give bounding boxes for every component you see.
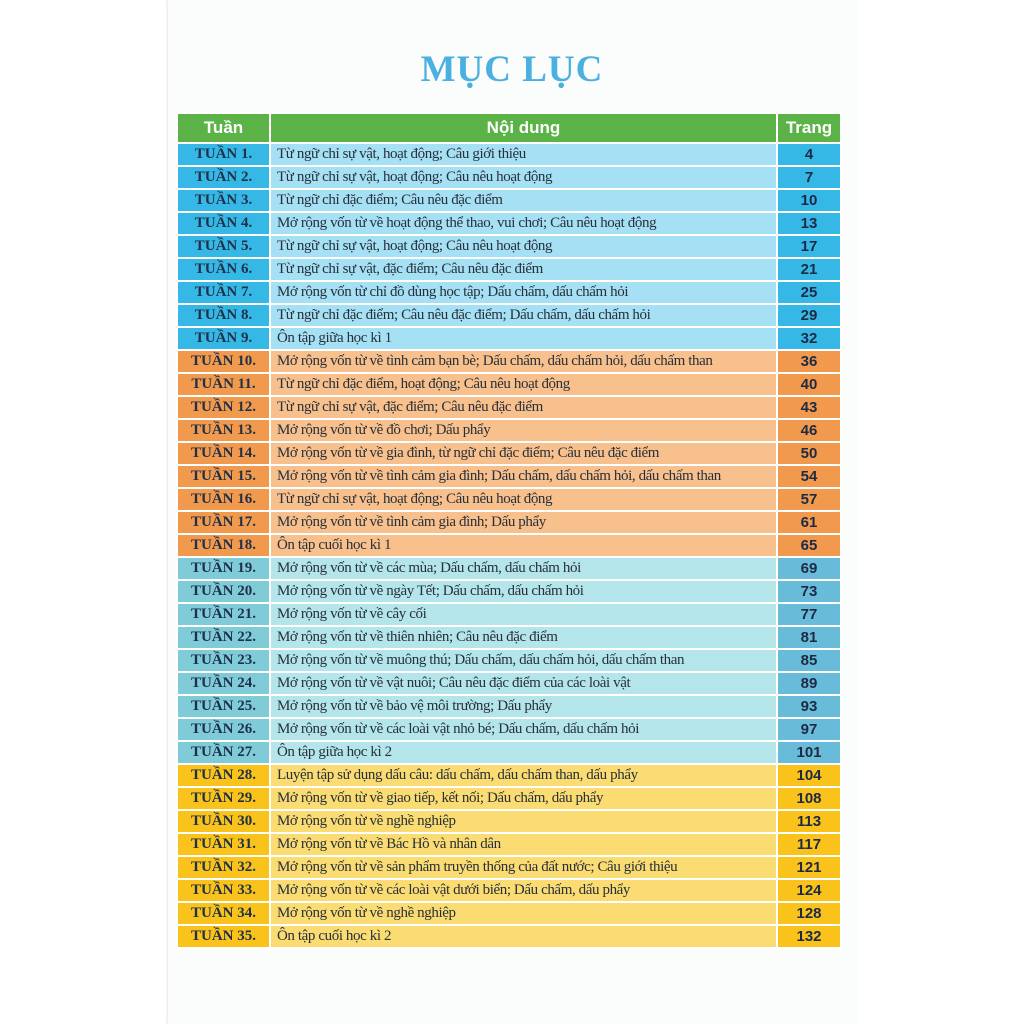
week-cell: TUẦN 8. (177, 304, 270, 327)
table-row (177, 695, 841, 718)
page-title: MỤC LỤC (420, 49, 604, 90)
content-cell: Mở rộng vốn từ về sản phẩm truyền thống của đất nước; Câu giới thiệu (270, 856, 777, 879)
page-number-cell: 43 (777, 396, 841, 419)
page-number-cell: 50 (777, 442, 841, 465)
week-cell: TUẦN 28. (177, 764, 270, 787)
table-row (177, 442, 841, 465)
table-row (177, 810, 841, 833)
table-row (177, 235, 841, 258)
page-number-cell: 61 (777, 511, 841, 534)
week-cell: TUẦN 4. (177, 212, 270, 235)
page-number-cell: 124 (777, 879, 841, 902)
content-cell: Từ ngữ chỉ sự vật, hoạt động; Câu nêu hoạt động (270, 235, 777, 258)
content-cell: Mở rộng vốn từ về đồ chơi; Dấu phẩy (270, 419, 777, 442)
table-row (177, 557, 841, 580)
table-row (177, 534, 841, 557)
page-number-cell: 85 (777, 649, 841, 672)
table-body (177, 143, 841, 948)
content-cell: Ôn tập cuối học kì 1 (270, 534, 777, 557)
page-number-cell: 36 (777, 350, 841, 373)
table-row (177, 419, 841, 442)
content-cell: Mở rộng vốn từ về các loài vật nhỏ bé; Dấu chấm, dấu chấm hỏi (270, 718, 777, 741)
page-number-cell: 113 (777, 810, 841, 833)
page-number-cell: 21 (777, 258, 841, 281)
content-cell: Từ ngữ chỉ sự vật, hoạt động; Câu nêu hoạt động (270, 166, 777, 189)
page-number-cell: 132 (777, 925, 841, 948)
table-row (177, 856, 841, 879)
week-cell: TUẦN 12. (177, 396, 270, 419)
content-cell: Mở rộng vốn từ về ngày Tết; Dấu chấm, dấu chấm hỏi (270, 580, 777, 603)
week-cell: TUẦN 24. (177, 672, 270, 695)
table-row (177, 925, 841, 948)
week-cell: TUẦN 9. (177, 327, 270, 350)
page-number-cell: 104 (777, 764, 841, 787)
table-row (177, 672, 841, 695)
table-row (177, 373, 841, 396)
page-number-cell: 54 (777, 465, 841, 488)
page-number-cell: 32 (777, 327, 841, 350)
table-header-row (177, 113, 841, 143)
table-row (177, 787, 841, 810)
content-cell: Từ ngữ chỉ sự vật, hoạt động; Câu giới thiệu (270, 143, 777, 166)
content-cell: Từ ngữ chỉ sự vật, hoạt động; Câu nêu hoạt động (270, 488, 777, 511)
content-cell: Ôn tập giữa học kì 1 (270, 327, 777, 350)
page-number-cell: 81 (777, 626, 841, 649)
page-number-cell: 101 (777, 741, 841, 764)
page-number-cell: 69 (777, 557, 841, 580)
page-number-cell: 17 (777, 235, 841, 258)
page-number-cell: 46 (777, 419, 841, 442)
week-cell: TUẦN 2. (177, 166, 270, 189)
page-number-cell: 57 (777, 488, 841, 511)
week-cell: TUẦN 15. (177, 465, 270, 488)
content-cell: Mở rộng vốn từ về tình cảm gia đình; Dấu chấm, dấu chấm hỏi, dấu chấm than (270, 465, 777, 488)
table-row (177, 649, 841, 672)
table-row (177, 212, 841, 235)
content-cell: Mở rộng vốn từ về bảo vệ môi trường; Dấu phẩy (270, 695, 777, 718)
page-number-cell: 73 (777, 580, 841, 603)
page-number-cell: 117 (777, 833, 841, 856)
content-cell: Mở rộng vốn từ về muông thú; Dấu chấm, dấu chấm hỏi, dấu chấm than (270, 649, 777, 672)
table-row (177, 488, 841, 511)
content-cell: Từ ngữ chỉ sự vật, đặc điểm; Câu nêu đặc điểm (270, 396, 777, 419)
page-number-cell: 4 (777, 143, 841, 166)
content-cell: Mở rộng vốn từ về các mùa; Dấu chấm, dấu chấm hỏi (270, 557, 777, 580)
page-number-cell: 89 (777, 672, 841, 695)
week-cell: TUẦN 3. (177, 189, 270, 212)
table-row (177, 304, 841, 327)
content-cell: Mở rộng vốn từ về các loài vật dưới biển; Dấu chấm, dấu phẩy (270, 879, 777, 902)
content-cell: Mở rộng vốn từ về hoạt động thể thao, vui chơi; Câu nêu hoạt động (270, 212, 777, 235)
page-number-cell: 65 (777, 534, 841, 557)
week-cell: TUẦN 13. (177, 419, 270, 442)
page-number-cell: 25 (777, 281, 841, 304)
table-row (177, 396, 841, 419)
table-row (177, 741, 841, 764)
page-number-cell: 10 (777, 189, 841, 212)
table-row (177, 511, 841, 534)
week-cell: TUẦN 33. (177, 879, 270, 902)
week-cell: TUẦN 35. (177, 925, 270, 948)
header-content: Nội dung (270, 113, 777, 143)
content-cell: Từ ngữ chỉ sự vật, đặc điểm; Câu nêu đặc điểm (270, 258, 777, 281)
week-cell: TUẦN 5. (177, 235, 270, 258)
week-cell: TUẦN 30. (177, 810, 270, 833)
week-cell: TUẦN 20. (177, 580, 270, 603)
page-number-cell: 97 (777, 718, 841, 741)
content-cell: Mở rộng vốn từ về thiên nhiên; Câu nêu đặc điểm (270, 626, 777, 649)
page-number-cell: 108 (777, 787, 841, 810)
week-cell: TUẦN 10. (177, 350, 270, 373)
content-cell: Mở rộng vốn từ về vật nuôi; Câu nêu đặc điểm của các loài vật (270, 672, 777, 695)
week-cell: TUẦN 16. (177, 488, 270, 511)
content-cell: Mở rộng vốn từ về Bác Hồ và nhân dân (270, 833, 777, 856)
week-cell: TUẦN 22. (177, 626, 270, 649)
page-number-cell: 29 (777, 304, 841, 327)
table-row (177, 603, 841, 626)
page-number-cell: 13 (777, 212, 841, 235)
week-cell: TUẦN 18. (177, 534, 270, 557)
table-row (177, 166, 841, 189)
table-of-contents (176, 112, 842, 949)
week-cell: TUẦN 19. (177, 557, 270, 580)
content-cell: Từ ngữ chỉ đặc điểm; Câu nêu đặc điểm; Dấu chấm, dấu chấm hỏi (270, 304, 777, 327)
table-row (177, 764, 841, 787)
header-page: Trang (777, 113, 841, 143)
table-row (177, 902, 841, 925)
page-number-cell: 40 (777, 373, 841, 396)
table-row (177, 718, 841, 741)
content-cell: Mở rộng vốn từ về tình cảm bạn bè; Dấu chấm, dấu chấm hỏi, dấu chấm than (270, 350, 777, 373)
table-row (177, 833, 841, 856)
table-row (177, 327, 841, 350)
content-cell: Mở rộng vốn từ về cây cối (270, 603, 777, 626)
table-row (177, 143, 841, 166)
week-cell: TUẦN 26. (177, 718, 270, 741)
week-cell: TUẦN 21. (177, 603, 270, 626)
week-cell: TUẦN 25. (177, 695, 270, 718)
content-cell: Luyện tập sử dụng dấu câu: dấu chấm, dấu chấm than, dấu phẩy (270, 764, 777, 787)
week-cell: TUẦN 23. (177, 649, 270, 672)
content-cell: Mở rộng vốn từ về nghề nghiệp (270, 902, 777, 925)
content-cell: Từ ngữ chỉ đặc điểm, hoạt động; Câu nêu hoạt động (270, 373, 777, 396)
header-week: Tuần (177, 113, 270, 143)
week-cell: TUẦN 32. (177, 856, 270, 879)
page-number-cell: 7 (777, 166, 841, 189)
week-cell: TUẦN 11. (177, 373, 270, 396)
week-cell: TUẦN 31. (177, 833, 270, 856)
background-margin (0, 0, 168, 1024)
week-cell: TUẦN 14. (177, 442, 270, 465)
content-cell: Từ ngữ chỉ đặc điểm; Câu nêu đặc điểm (270, 189, 777, 212)
table-row (177, 465, 841, 488)
page-number-cell: 121 (777, 856, 841, 879)
content-cell: Mở rộng vốn từ về giao tiếp, kết nối; Dấu chấm, dấu phẩy (270, 787, 777, 810)
week-cell: TUẦN 27. (177, 741, 270, 764)
week-cell: TUẦN 29. (177, 787, 270, 810)
content-cell: Mở rộng vốn từ về nghề nghiệp (270, 810, 777, 833)
page-number-cell: 77 (777, 603, 841, 626)
table-row (177, 580, 841, 603)
week-cell: TUẦN 7. (177, 281, 270, 304)
week-cell: TUẦN 6. (177, 258, 270, 281)
table-row (177, 189, 841, 212)
table-row (177, 626, 841, 649)
table-row (177, 281, 841, 304)
page-number-cell: 93 (777, 695, 841, 718)
content-cell: Mở rộng vốn từ chỉ đồ dùng học tập; Dấu chấm, dấu chấm hỏi (270, 281, 777, 304)
table-row (177, 350, 841, 373)
content-cell: Mở rộng vốn từ về tình cảm gia đình; Dấu phẩy (270, 511, 777, 534)
page-number-cell: 128 (777, 902, 841, 925)
table-row (177, 879, 841, 902)
week-cell: TUẦN 17. (177, 511, 270, 534)
content-cell: Mở rộng vốn từ về gia đình, từ ngữ chỉ đặc điểm; Câu nêu đặc điểm (270, 442, 777, 465)
week-cell: TUẦN 1. (177, 143, 270, 166)
table-row (177, 258, 841, 281)
week-cell: TUẦN 34. (177, 902, 270, 925)
content-cell: Ôn tập cuối học kì 2 (270, 925, 777, 948)
content-cell: Ôn tập giữa học kì 2 (270, 741, 777, 764)
